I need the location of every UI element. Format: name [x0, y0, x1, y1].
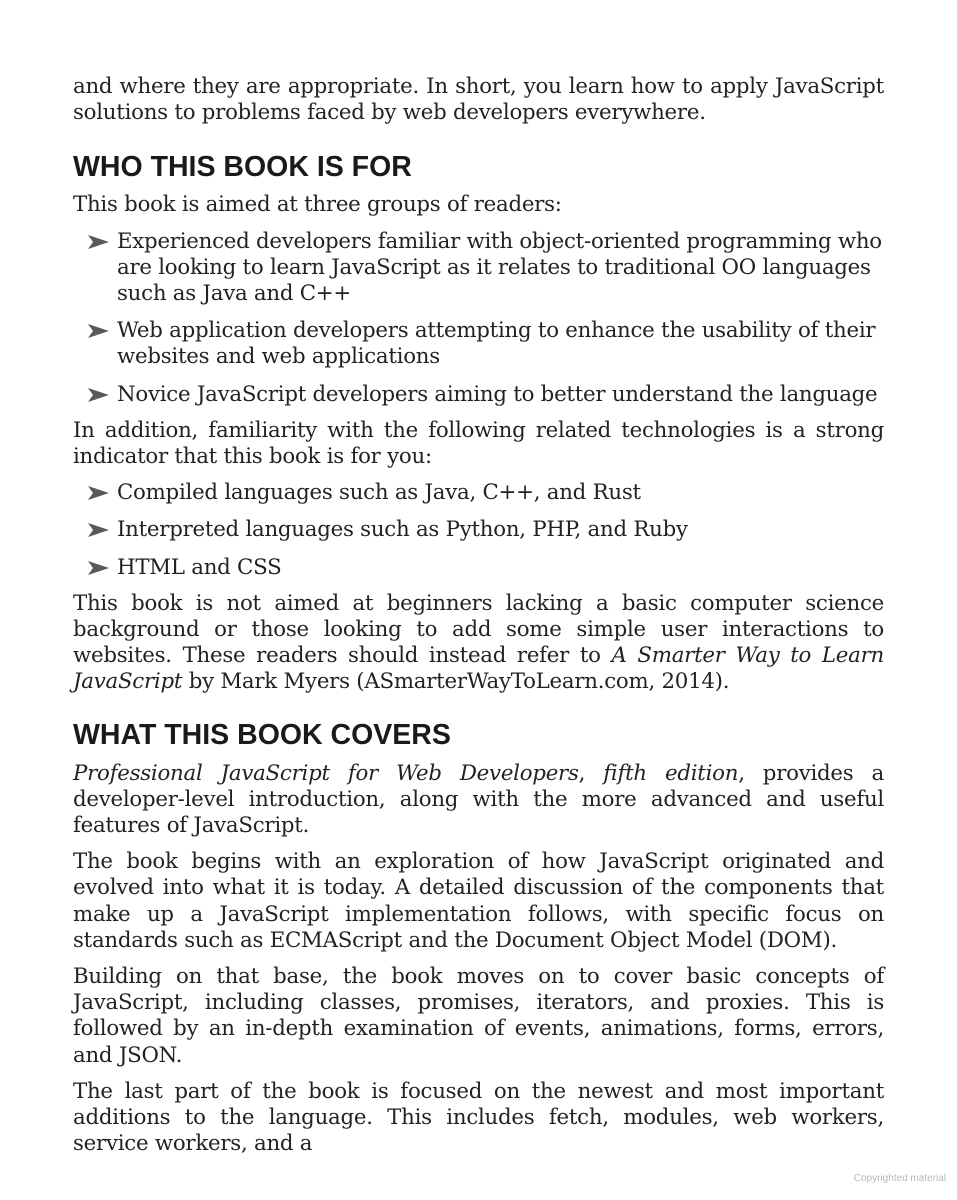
title-separator: ,	[578, 760, 604, 786]
recommended-book-title: A Smarter Way to Learn JavaScript	[73, 643, 884, 695]
arrow-bullet-icon	[87, 388, 109, 402]
readers-list	[73, 229, 884, 408]
page-content	[73, 74, 884, 1168]
edition-label: fifth edition	[603, 760, 739, 786]
list-item-text: Novice JavaScript developers aiming to better understand the language	[117, 381, 878, 407]
covers-paragraph-3: Building on that base, the book moves on to cover basic concepts of JavaScript, including classes, promises, iterators, and proxies. This is followed by an in-depth examination of events, animations, forms, errors, and JSON.	[73, 964, 884, 1068]
not-for-text-end: by Mark Myers (ASmarterWayToLearn.com, 2014).	[182, 669, 730, 695]
arrow-bullet-icon	[87, 235, 109, 249]
covers-paragraph-1	[73, 761, 884, 840]
list-item-text: HTML and CSS	[117, 554, 282, 580]
covers-paragraph-2: The book begins with an exploration of how JavaScript originated and evolved into what it is today. A detailed discussion of the components that make up a JavaScript implementation follows, with specific focus on standards such as ECMAScript and the Document Object Model (DOM).	[73, 849, 884, 953]
list-item	[73, 480, 884, 506]
list-item-text: Experienced developers familiar with object-oriented programming who are looking to learn JavaScript as it relates to traditional OO languages such as Java and C++	[117, 228, 882, 307]
not-for-paragraph	[73, 591, 884, 696]
arrow-bullet-icon	[87, 561, 109, 575]
arrow-bullet-icon	[87, 324, 109, 338]
arrow-bullet-icon	[87, 486, 109, 500]
list-item	[73, 382, 884, 408]
book-title: Professional JavaScript for Web Developers	[73, 760, 579, 786]
list-item	[73, 517, 884, 543]
section-heading-who: WHO THIS BOOK IS FOR	[73, 151, 412, 184]
intro-paragraph-tail: and where they are appropriate. In short, you learn how to apply JavaScript solutions to problems faced by web developers everywhere.	[73, 74, 884, 126]
list-item	[73, 318, 884, 370]
list-item-text: Web application developers attempting to enhance the usability of their websites and web applications	[117, 318, 876, 370]
who-lead-paragraph: This book is aimed at three groups of readers:	[73, 192, 562, 218]
covers-paragraph-4: The last part of the book is focused on the newest and most important additions to the language. This includes fetch, modules, web workers, service workers, and a	[73, 1078, 884, 1157]
arrow-bullet-icon	[87, 523, 109, 537]
technologies-list	[73, 480, 884, 581]
list-item	[73, 229, 884, 308]
list-item-text: Interpreted languages such as Python, PHP, and Ruby	[117, 517, 688, 543]
copyright-notice: Copyrighted material	[853, 1173, 946, 1184]
familiarity-paragraph: In addition, familiarity with the following related technologies is a strong indicator that this book is for you:	[73, 417, 884, 470]
list-item-text: Compiled languages such as Java, C++, and Rust	[117, 480, 641, 506]
covers-paragraph-1-rest: , provides a developer-level introduction, along with the more advanced and useful features of JavaScript.	[73, 760, 884, 839]
not-for-text-start: This book is not aimed at beginners lacking a basic computer science background or those looking to add some simple user interactions to websites. These readers should instead refer to	[73, 590, 884, 669]
section-heading-covers: WHAT THIS BOOK COVERS	[73, 718, 451, 751]
list-item	[73, 555, 884, 581]
